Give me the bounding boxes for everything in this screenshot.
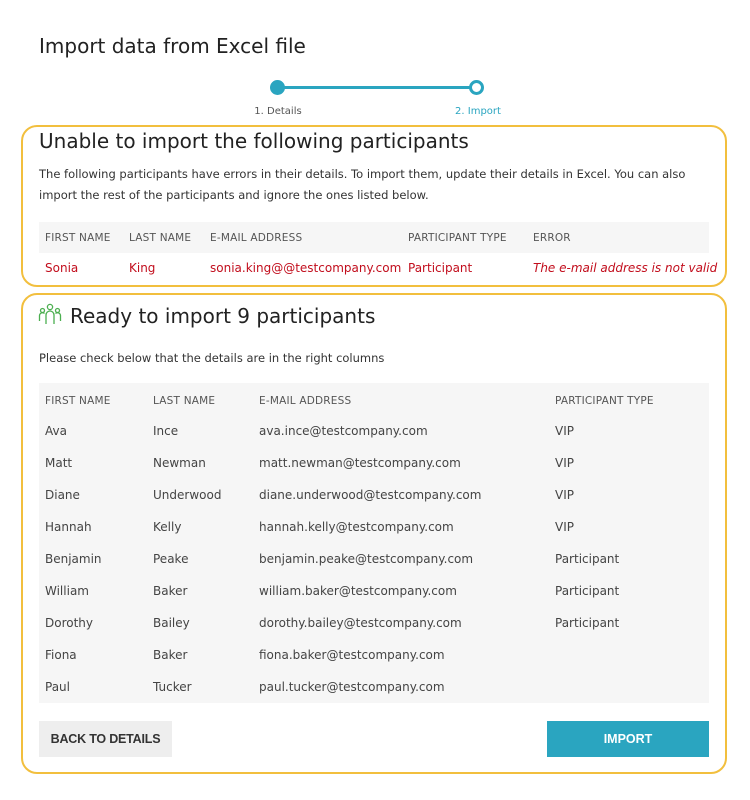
page-title: Import data from Excel file bbox=[39, 34, 306, 58]
errors-col-last-name: LAST NAME bbox=[129, 232, 192, 244]
errors-table-row bbox=[39, 253, 718, 284]
row-email: hannah.kelly@testcompany.com bbox=[259, 520, 454, 534]
errors-section-title: Unable to import the following participants bbox=[39, 129, 469, 153]
row-first-name: Benjamin bbox=[45, 552, 102, 566]
step-1-dot[interactable] bbox=[270, 80, 285, 95]
table-row bbox=[39, 544, 709, 576]
back-to-details-button[interactable]: BACK TO DETAILS bbox=[39, 721, 172, 757]
row-email: william.baker@testcompany.com bbox=[259, 584, 457, 598]
row-first-name: Dorothy bbox=[45, 616, 94, 630]
step-2-dot bbox=[469, 80, 484, 95]
row-type: VIP bbox=[555, 488, 574, 502]
row-first-name: Ava bbox=[45, 424, 67, 438]
ready-section-title: Ready to import 9 participants bbox=[70, 304, 376, 328]
error-row-last-name: King bbox=[129, 261, 156, 275]
error-row-message: The e-mail address is not valid bbox=[533, 261, 718, 275]
row-last-name: Kelly bbox=[153, 520, 182, 534]
ready-col-first-name: FIRST NAME bbox=[45, 395, 111, 407]
row-email: diane.underwood@testcompany.com bbox=[259, 488, 482, 502]
errors-col-type: PARTICIPANT TYPE bbox=[408, 232, 507, 244]
ready-description: Please check below that the details are in the right columns bbox=[39, 351, 385, 365]
error-row-first-name: Sonia bbox=[45, 261, 79, 275]
stepper-progress-line bbox=[277, 86, 477, 89]
row-last-name: Peake bbox=[153, 552, 189, 566]
row-email: dorothy.bailey@testcompany.com bbox=[259, 616, 462, 630]
ready-col-last-name: LAST NAME bbox=[153, 395, 216, 407]
step-1-label[interactable]: 1. Details bbox=[254, 106, 302, 117]
errors-table bbox=[39, 222, 718, 284]
table-row bbox=[39, 416, 709, 448]
row-first-name: Diane bbox=[45, 488, 80, 502]
row-email: fiona.baker@testcompany.com bbox=[259, 648, 445, 662]
row-type: Participant bbox=[555, 584, 620, 598]
row-last-name: Bailey bbox=[153, 616, 190, 630]
error-row-email: sonia.king@@testcompany.com bbox=[210, 261, 402, 275]
row-first-name: William bbox=[45, 584, 89, 598]
row-last-name: Baker bbox=[153, 648, 188, 662]
table-row bbox=[39, 576, 709, 608]
errors-col-first-name: FIRST NAME bbox=[45, 232, 111, 244]
row-first-name: Fiona bbox=[45, 648, 77, 662]
table-row bbox=[39, 640, 709, 672]
row-last-name: Newman bbox=[153, 456, 206, 470]
row-email: benjamin.peake@testcompany.com bbox=[259, 552, 474, 566]
ready-col-email: E-MAIL ADDRESS bbox=[259, 395, 352, 407]
row-email: ava.ince@testcompany.com bbox=[259, 424, 428, 438]
row-email: paul.tucker@testcompany.com bbox=[259, 680, 445, 694]
row-type: VIP bbox=[555, 456, 574, 470]
row-last-name: Underwood bbox=[153, 488, 222, 502]
errors-col-error: ERROR bbox=[533, 232, 571, 244]
row-type: VIP bbox=[555, 520, 574, 534]
table-row bbox=[39, 448, 709, 480]
row-type: VIP bbox=[555, 424, 574, 438]
ready-col-type: PARTICIPANT TYPE bbox=[555, 395, 654, 407]
row-last-name: Tucker bbox=[153, 680, 192, 694]
row-first-name: Matt bbox=[45, 456, 73, 470]
table-row bbox=[39, 608, 709, 640]
errors-col-email: E-MAIL ADDRESS bbox=[210, 232, 303, 244]
table-row bbox=[39, 512, 709, 544]
row-first-name: Hannah bbox=[45, 520, 92, 534]
step-2-label: 2. Import bbox=[455, 106, 501, 117]
stepper bbox=[0, 78, 750, 122]
errors-description: The following participants have errors in their details. To import them, update their details in Excel. You can also import the rest of the participants and ignore the ones listed below. bbox=[39, 167, 686, 202]
table-row bbox=[39, 480, 709, 512]
row-last-name: Ince bbox=[153, 424, 179, 438]
error-row-type: Participant bbox=[408, 261, 473, 275]
row-type: Participant bbox=[555, 552, 620, 566]
table-row bbox=[39, 672, 709, 704]
people-group-icon bbox=[38, 303, 62, 325]
import-button[interactable]: IMPORT bbox=[547, 721, 709, 757]
row-email: matt.newman@testcompany.com bbox=[259, 456, 461, 470]
row-last-name: Baker bbox=[153, 584, 188, 598]
row-type: Participant bbox=[555, 616, 620, 630]
row-first-name: Paul bbox=[45, 680, 70, 694]
ready-table bbox=[39, 383, 709, 703]
